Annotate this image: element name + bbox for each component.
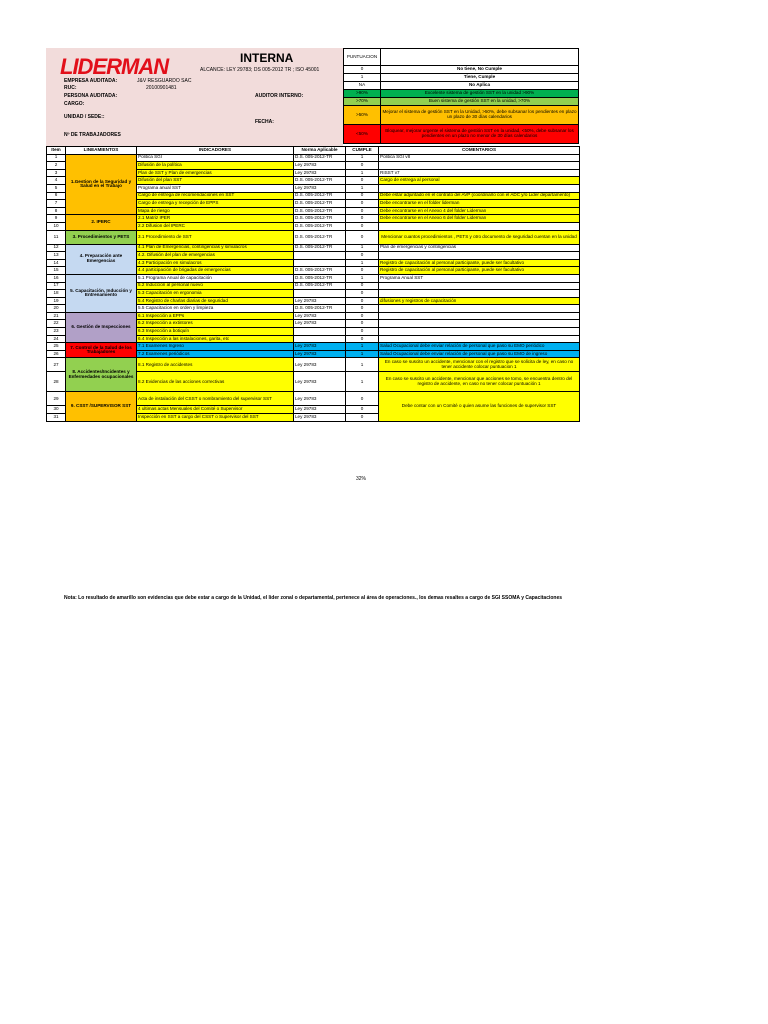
ruc-value: 20100901481 xyxy=(146,85,177,91)
header-lineamientos: LINEAMIENTOS xyxy=(66,147,137,155)
item-cell: 13 xyxy=(47,252,66,260)
norma-cell: D.S. 005-2012-TR xyxy=(294,244,346,252)
item-cell: 23 xyxy=(47,328,66,336)
comentario-cell: Debe encontrarse en el Anexo 6 del folder Liderman xyxy=(379,215,580,223)
cumple-cell: 1 xyxy=(346,244,379,252)
table-row xyxy=(47,154,580,162)
item-cell: 10 xyxy=(47,222,66,230)
comentario-cell: Mencionar cuantos procedimientos , PETS y otro documento de seguridad cuentan en la unidad xyxy=(379,230,580,244)
legend-score: 0 xyxy=(344,66,381,74)
table-row xyxy=(47,230,580,244)
comentario-cell xyxy=(379,305,580,313)
norma-cell xyxy=(294,252,346,260)
lineamiento-cell: 8. Accidentes/Incidentes y Enfermedades ocupacionales xyxy=(66,358,137,392)
item-cell: 4 xyxy=(47,177,66,185)
comentario-cell: Cargo de entrega al personal xyxy=(379,177,580,185)
cumple-cell: 0 xyxy=(346,328,379,336)
comentario-cell: Registro de capacitación al personal participante, puede ser facultativo xyxy=(379,259,580,267)
indicador-cell: 7.2 Examenes periódicos xyxy=(137,350,294,358)
comentario-cell xyxy=(379,290,580,298)
legend-text: Tiene, Cumple xyxy=(381,74,579,82)
cumple-cell: 0 xyxy=(346,335,379,343)
indicador-cell: Inspección en SST a cargo del CSST o Supervisor del SST xyxy=(137,414,294,422)
cumple-cell: 0 xyxy=(346,162,379,170)
norma-cell: Ley 29783 xyxy=(294,350,346,358)
empresa-value: J&V RESGUARDO SAC xyxy=(137,78,192,84)
cumple-cell: 0 xyxy=(346,215,379,223)
indicador-cell: Acta de instalación del CSST o nombramiento del supervisor SST xyxy=(137,392,294,406)
comentario-cell: En caso se suscito un accidente, mencionar con el registro que se solicita de ley, en caso no tener accidente colocar puntuacion 1 xyxy=(379,358,580,372)
comentario-cell: Politica SGI v8 xyxy=(379,154,580,162)
comentario-cell: Programa Anual SST xyxy=(379,274,580,282)
cumple-cell: 0 xyxy=(346,305,379,313)
empresa-label: EMPRESA AUDITADA: xyxy=(64,78,118,84)
lineamiento-cell: 2. IPERC xyxy=(66,215,137,230)
item-cell: 17 xyxy=(47,282,66,290)
norma-cell: Ley 29783 xyxy=(294,184,346,192)
comentario-cell xyxy=(379,328,580,336)
item-cell: 31 xyxy=(47,414,66,422)
cumple-cell: 1 xyxy=(346,184,379,192)
cumple-cell: 1 xyxy=(346,259,379,267)
indicador-cell: Difusión del plan SST xyxy=(137,177,294,185)
legend-score: <50% xyxy=(344,125,381,144)
indicador-cell: Difusión de la política xyxy=(137,162,294,170)
comentario-cell xyxy=(379,282,580,290)
cumple-cell: 0 xyxy=(346,290,379,298)
legend-title: PUNTUACION xyxy=(344,49,381,66)
item-cell: 8 xyxy=(47,207,66,215)
persona-label: PERSONA AUDITADA: xyxy=(64,93,118,99)
comentario-cell xyxy=(379,335,580,343)
cumple-cell: 0 xyxy=(346,312,379,320)
norma-cell: D.S. 005-2012-TR xyxy=(294,215,346,223)
indicador-cell: Cargo de entrega y recepción de EPPS xyxy=(137,200,294,208)
norma-cell: Ley 29783 xyxy=(294,297,346,305)
item-cell: 27 xyxy=(47,358,66,372)
indicador-cell: 3.1 Procedimiento de SST xyxy=(137,230,294,244)
indicador-cell: 5.3 Capacitación en ergonomia xyxy=(137,290,294,298)
unidad-label: UNIDAD / SEDE:: xyxy=(64,114,105,120)
item-cell: 16 xyxy=(47,274,66,282)
table-row xyxy=(47,343,580,351)
comentario-cell: Salud Ocupacional debe enviar relación de personal que paso su EMO periódico xyxy=(379,343,580,351)
cumple-cell: 1 xyxy=(346,169,379,177)
indicador-cell: Plan de SST y Plan de emergencias xyxy=(137,169,294,177)
norma-cell: D.S. 005-2012-TR xyxy=(294,274,346,282)
comentario-cell xyxy=(379,222,580,230)
cumple-cell: 0 xyxy=(346,252,379,260)
cumple-cell: 0 xyxy=(346,320,379,328)
cumple-cell: 1 xyxy=(346,274,379,282)
indicador-cell: Programa anual SST xyxy=(137,184,294,192)
norma-cell: D.S. 005-2012-TR xyxy=(294,267,346,275)
lineamiento-cell: 1.Gestion de la Seguridad y Salud en el Trabajo xyxy=(66,154,137,215)
indicador-cell: 5.5 Capacitacion en orden y limpieza xyxy=(137,305,294,313)
indicador-cell: 6.2 Inspección a extintores xyxy=(137,320,294,328)
legend-text: Buen sistema de gestión SST en la unidad, >70% xyxy=(381,98,579,106)
indicador-cell: 4.4 participación de brigadas de emergencias xyxy=(137,267,294,275)
legend-score: NA xyxy=(344,82,381,90)
footnote: Nota: Lo resultado de amarillo son evidencias que debe estar a cargo de la Unidad, el lider zonal o departamental, pertenece al área de operaciones., los demas resaltes a cargo de SGI SSOMA y Capacitaciones xyxy=(64,595,563,601)
norma-cell xyxy=(294,335,346,343)
table-row xyxy=(47,392,580,406)
cumple-cell: 1 xyxy=(346,372,379,392)
indicador-cell: 6.1 Inspección a EPPs xyxy=(137,312,294,320)
item-cell: 11 xyxy=(47,230,66,244)
indicador-cell: 4 ultimas actas Mensuales del Comité o Supervisor xyxy=(137,406,294,414)
indicador-cell: Cargo de entrega de recomendaciones en SST xyxy=(137,192,294,200)
norma-cell: Ley 29783 xyxy=(294,392,346,406)
cumple-cell: 0 xyxy=(346,297,379,305)
comentario-cell: difusiones y registros de capacitación xyxy=(379,297,580,305)
indicador-cell: 5.1 Programa Anual de capacitación xyxy=(137,274,294,282)
indicador-cell: Politica SGI xyxy=(137,154,294,162)
item-cell: 29 xyxy=(47,392,66,406)
indicador-cell: 5.4 Registro de charlas diarias de seguridad xyxy=(137,297,294,305)
cumple-cell: 0 xyxy=(346,192,379,200)
norma-cell: D.S. 005-2012-TR xyxy=(294,200,346,208)
comentario-cell: RISST v7 xyxy=(379,169,580,177)
item-cell: 21 xyxy=(47,312,66,320)
norma-cell: D.S. 005-2012-TR xyxy=(294,177,346,185)
comentario-cell: Debe encontrarse en el Anexo 4 del folder Liderman xyxy=(379,207,580,215)
legend-score: >90% xyxy=(344,90,381,98)
norma-cell: D.S. 005-2012-TR xyxy=(294,230,346,244)
norma-cell: Ley 29783 xyxy=(294,320,346,328)
indicador-cell: 4.3 Participación en simulacros xyxy=(137,259,294,267)
liderman-logo: LIDERMAN xyxy=(60,54,169,79)
cumple-cell: 0 xyxy=(346,282,379,290)
legend-text: Excelente sistema de gestión SST en la unidad >90% xyxy=(381,90,579,98)
indicador-cell: 5.2 Induccion al personal nuevo xyxy=(137,282,294,290)
item-cell: 18 xyxy=(47,290,66,298)
legend-text: No Aplica xyxy=(381,82,579,90)
legend-text: Mejorar el sistema de gestión SST en la Unidad, >50%, debe subsanar los pendientes en plazo un plazo de 30 días calendarios xyxy=(381,106,579,125)
table-body xyxy=(47,154,580,421)
legend-score: >50% xyxy=(344,106,381,125)
comentario-cell xyxy=(379,320,580,328)
table-row xyxy=(47,312,580,320)
cargo-label: CARGO: xyxy=(64,101,85,107)
item-cell: 19 xyxy=(47,297,66,305)
cumple-cell: 0 xyxy=(346,392,379,406)
item-cell: 20 xyxy=(47,305,66,313)
item-cell: 6 xyxy=(47,192,66,200)
indicador-cell: 2.1 Matriz IPER xyxy=(137,215,294,223)
page-title: INTERNA xyxy=(240,51,294,65)
norma-cell: D.S. 005-2012-TR xyxy=(294,192,346,200)
lineamiento-cell: 4. Preparación ante Emergencias xyxy=(66,244,137,274)
comentario-cell: Debe contar con un Comité o quien asume las funciones de supervisor SST xyxy=(379,392,580,421)
header-cumple: CUMPLE xyxy=(346,147,379,155)
indicador-cell: 8.2 Evidencias de las acciones correctivas xyxy=(137,372,294,392)
ruc-label: RUC: xyxy=(64,85,77,91)
item-cell: 12 xyxy=(47,244,66,252)
cumple-cell: 0 xyxy=(346,177,379,185)
cumple-cell: 1 xyxy=(346,343,379,351)
lineamiento-cell: 3. Procedimientos y PETS xyxy=(66,230,137,244)
norma-cell: Ley 29783 xyxy=(294,414,346,422)
comentario-cell xyxy=(379,312,580,320)
table-row xyxy=(47,215,580,223)
indicador-cell: 6.4 Inspección a las instalaciones, garita, etc xyxy=(137,335,294,343)
cumple-cell: 0 xyxy=(346,200,379,208)
norma-cell: Ley 29783 xyxy=(294,312,346,320)
lineamiento-cell: 7. Control de la Salud de los Trabajadores xyxy=(66,343,137,358)
indicador-cell: 2.2 Difusion del IPERC xyxy=(137,222,294,230)
item-cell: 5 xyxy=(47,184,66,192)
cumple-cell: 1 xyxy=(346,358,379,372)
legend-score: 1 xyxy=(344,74,381,82)
lineamiento-cell: 9. CSST /SUPERVISOR SST xyxy=(66,392,137,421)
legend-table xyxy=(343,48,579,144)
norma-cell: Ley 29783 xyxy=(294,358,346,372)
cumple-cell: 0 xyxy=(346,267,379,275)
norma-cell: D.S. 005-2012-TR xyxy=(294,222,346,230)
comentario-cell: Plan de emergencias y contingencias xyxy=(379,244,580,252)
item-cell: 15 xyxy=(47,267,66,275)
comentario-cell: Debe encontrarse en el folder liderman xyxy=(379,200,580,208)
indicador-cell: 4.2. Difusión del plan de emergencias xyxy=(137,252,294,260)
norma-cell: D.S. 005-2012-TR xyxy=(294,282,346,290)
header-comentarios: COMENTARIOS xyxy=(379,147,580,155)
total-percentage: 32% xyxy=(356,476,367,482)
item-cell: 9 xyxy=(47,215,66,223)
trabajadores-label: Nº DE TRABAJADORES xyxy=(64,132,121,138)
item-cell: 25 xyxy=(47,343,66,351)
indicador-cell: 8.1 Registro de accidentes xyxy=(137,358,294,372)
alcance-text: ALCANCE: LEY 29783; DS 005-2012 TR ; ISO 45001 xyxy=(200,67,320,73)
comentario-cell: Debe estar adjuntado en el contrato del AVP (coordinarlo con el ADC y/o Lider departamento) xyxy=(379,192,580,200)
item-cell: 30 xyxy=(47,406,66,414)
cumple-cell: 1 xyxy=(346,350,379,358)
legend-score: >70% xyxy=(344,98,381,106)
table-row xyxy=(47,358,580,372)
auditor-label: AUDITOR INTERNO: xyxy=(255,93,304,99)
norma-cell: Ley 29783 xyxy=(294,372,346,392)
norma-cell: Ley 29783 xyxy=(294,169,346,177)
table-row xyxy=(47,244,580,252)
legend-text: No tiene, No Cumple xyxy=(381,66,579,74)
norma-cell: D.S. 005-2012-TR xyxy=(294,305,346,313)
norma-cell xyxy=(294,259,346,267)
norma-cell xyxy=(294,328,346,336)
audit-table xyxy=(46,146,580,422)
cumple-cell: 0 xyxy=(346,414,379,422)
cumple-cell: 0 xyxy=(346,207,379,215)
legend-text: Bloquear, mejorar urgente el sistema de gestión SST en la unidad, <50%, debe subsanar los pendientes en un plazo no menor de 30 días calendarios xyxy=(381,125,579,144)
norma-cell xyxy=(294,290,346,298)
comentario-cell: Salud Ocupacional debe enviar relación de personal que paso su EMO de ingreso xyxy=(379,350,580,358)
comentario-cell xyxy=(379,184,580,192)
header-item: Item xyxy=(47,147,66,155)
fecha-label: FECHA: xyxy=(255,119,274,125)
cumple-cell: 0 xyxy=(346,406,379,414)
item-cell: 2 xyxy=(47,162,66,170)
comentario-cell xyxy=(379,252,580,260)
header-indicadores: INDICADORES xyxy=(137,147,294,155)
item-cell: 22 xyxy=(47,320,66,328)
norma-cell: D.S. 005-2012-TR xyxy=(294,207,346,215)
cumple-cell: 1 xyxy=(346,154,379,162)
norma-cell: Ley 29783 xyxy=(294,162,346,170)
cumple-cell: 0 xyxy=(346,222,379,230)
comentario-cell: Registro de capacitación al personal participante, puede ser facultativo xyxy=(379,267,580,275)
indicador-cell: 4.1 Plan de Emergencias, contingencias y simulacros xyxy=(137,244,294,252)
item-cell: 14 xyxy=(47,259,66,267)
item-cell: 7 xyxy=(47,200,66,208)
item-cell: 3 xyxy=(47,169,66,177)
item-cell: 1 xyxy=(47,154,66,162)
cumple-cell: 0 xyxy=(346,230,379,244)
table-row xyxy=(47,274,580,282)
lineamiento-cell: 6. Gestión de Inspecciones xyxy=(66,312,137,342)
comentario-cell xyxy=(379,162,580,170)
indicador-cell: Mapa de riesgo xyxy=(137,207,294,215)
norma-cell: Ley 29783 xyxy=(294,406,346,414)
comentario-cell: En caso se suscito un accidente, mencionar que acciones se tomo, se encuentra dentro del registro de accidente, en caso no tener colocar puntuación 1 xyxy=(379,372,580,392)
indicador-cell: 7.1 Examenes Ingreso xyxy=(137,343,294,351)
norma-cell: D.S. 005-2012-TR xyxy=(294,154,346,162)
header-norma: Norma Aplicable xyxy=(294,147,346,155)
item-cell: 28 xyxy=(47,372,66,392)
indicador-cell: 6.3 Inspección a botiquín xyxy=(137,328,294,336)
item-cell: 24 xyxy=(47,335,66,343)
norma-cell: Ley 29783 xyxy=(294,343,346,351)
item-cell: 26 xyxy=(47,350,66,358)
lineamiento-cell: 5. Capacitación, Inducción y Entrenamiento xyxy=(66,274,137,312)
